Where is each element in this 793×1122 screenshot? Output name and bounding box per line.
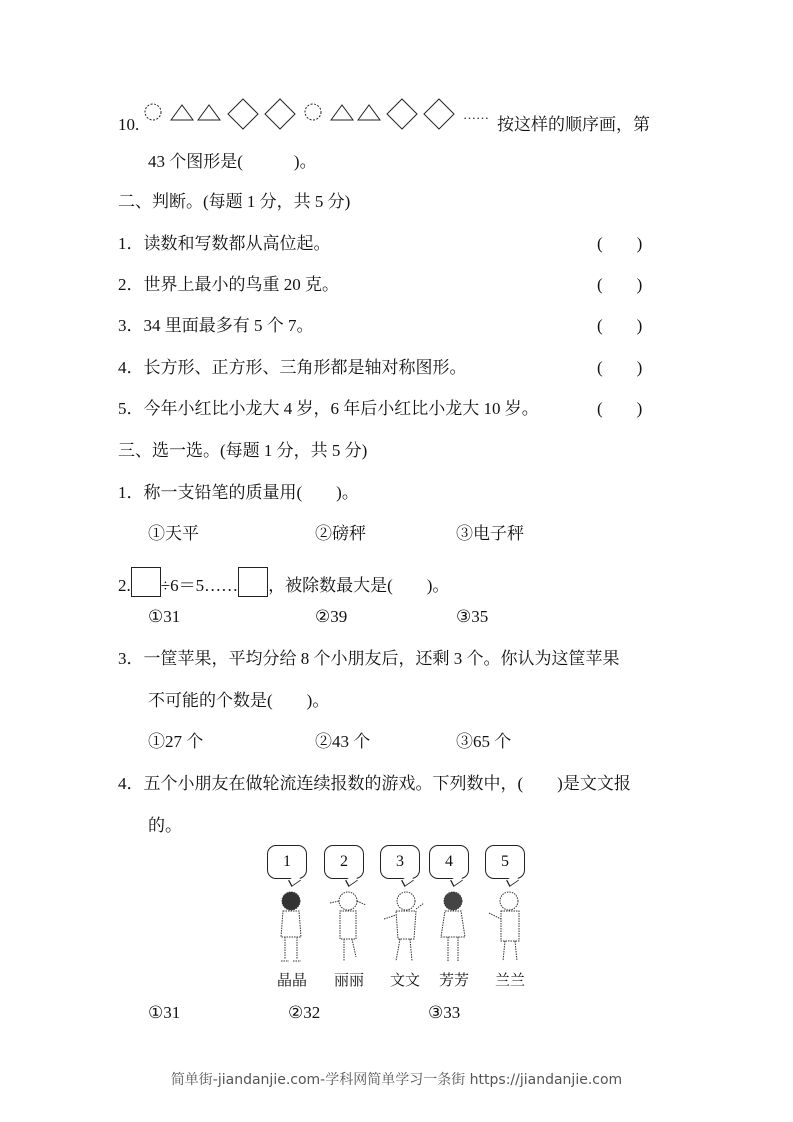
sequence-ellipsis: …… bbox=[463, 107, 489, 122]
child-figure-icon bbox=[382, 887, 426, 967]
diamond-shape-icon bbox=[265, 99, 295, 129]
diamond-shape-icon bbox=[228, 99, 258, 129]
judge-answer-5[interactable]: ( ) bbox=[597, 399, 643, 418]
kid-name: 丽丽 bbox=[333, 971, 364, 989]
judge-item-1: 1．读数和写数都从高位起。 bbox=[118, 234, 331, 253]
choice-q4-option-3[interactable]: ③33 bbox=[428, 1003, 461, 1022]
speech-bubble: 5 bbox=[485, 845, 525, 879]
triangle-shape-icon bbox=[171, 105, 193, 120]
choice-q1-option-2[interactable]: ②磅秤 bbox=[315, 524, 366, 543]
choice-q4-text-line2: 的。 bbox=[148, 816, 182, 835]
triangle-shape-icon bbox=[358, 105, 380, 120]
choice-q4-option-1[interactable]: ①31 bbox=[148, 1003, 181, 1022]
choice-q3-text-line2: 不可能的个数是( )。 bbox=[148, 691, 330, 710]
kid-2 bbox=[322, 845, 372, 990]
dividend-box[interactable] bbox=[131, 567, 161, 597]
judge-answer-4[interactable]: ( ) bbox=[597, 358, 643, 377]
choice-q1-text: 1．称一支铅笔的质量用( )。 bbox=[118, 483, 359, 502]
q10-number: 10. bbox=[118, 115, 140, 134]
page-footer-watermark: 简单街-jiandanjie.com-学科网简单学习一条街 https://jiandanjie.com bbox=[170, 1072, 623, 1088]
choice-q2-option-2[interactable]: ②39 bbox=[315, 607, 348, 626]
speech-bubble: 4 bbox=[429, 845, 469, 879]
choice-q2-option-3[interactable]: ③35 bbox=[456, 607, 489, 626]
section2-title: 二、判断。(每题 1 分，共 5 分) bbox=[118, 192, 351, 211]
child-figure-icon bbox=[326, 887, 370, 967]
child-figure-icon bbox=[487, 887, 531, 967]
speech-bubble: 1 bbox=[267, 845, 307, 879]
judge-item-4: 4．长方形、正方形、三角形都是轴对称图形。 bbox=[118, 358, 467, 377]
judge-item-3: 3．34 里面最多有 5 个 7。 bbox=[118, 316, 314, 335]
judge-answer-2[interactable]: ( ) bbox=[597, 275, 643, 294]
q10-text-line2: 43 个图形是( )。 bbox=[148, 152, 317, 171]
speech-bubble: 2 bbox=[324, 845, 364, 879]
remainder-box[interactable] bbox=[238, 567, 268, 597]
kid-4 bbox=[427, 845, 477, 990]
diamond-shape-icon bbox=[387, 99, 417, 129]
kid-3 bbox=[378, 845, 428, 990]
judge-item-2: 2．世界上最小的鸟重 20 克。 bbox=[118, 275, 339, 294]
shape-sequence bbox=[143, 98, 463, 134]
judge-answer-3[interactable]: ( ) bbox=[597, 316, 643, 335]
circle-shape-icon bbox=[305, 104, 321, 120]
kid-name: 芳芳 bbox=[438, 971, 469, 989]
child-figure-icon bbox=[431, 887, 475, 967]
choice-q3-option-3[interactable]: ③65 个 bbox=[456, 732, 512, 751]
choice-q2-mid: ÷6＝5…… bbox=[160, 576, 239, 595]
kid-1 bbox=[265, 845, 315, 990]
section3-title: 三、选一选。(每题 1 分，共 5 分) bbox=[118, 441, 368, 460]
circle-shape-icon bbox=[145, 104, 161, 120]
choice-q2-option-1[interactable]: ①31 bbox=[148, 607, 181, 626]
choice-q4-option-2[interactable]: ②32 bbox=[288, 1003, 321, 1022]
kid-5 bbox=[483, 845, 533, 990]
choice-q2-prefix: 2. bbox=[118, 576, 131, 595]
kid-name: 晶晶 bbox=[276, 971, 307, 989]
kid-name: 兰兰 bbox=[494, 971, 525, 989]
child-figure-icon bbox=[269, 887, 313, 967]
judge-item-5: 5．今年小红比小龙大 4 岁，6 年后小红比小龙大 10 岁。 bbox=[118, 399, 539, 418]
choice-q1-option-1[interactable]: ①天平 bbox=[148, 524, 199, 543]
choice-q4-text-line1: 4．五个小朋友在做轮流连续报数的游戏。下列数中，( )是文文报 bbox=[118, 774, 631, 793]
choice-q2-text bbox=[118, 567, 449, 597]
choice-q2-suffix: ，被除数最大是( )。 bbox=[268, 576, 450, 595]
choice-q3-text-line1: 3．一筐苹果，平均分给 8 个小朋友后，还剩 3 个。你认为这筐苹果 bbox=[118, 649, 620, 668]
triangle-shape-icon bbox=[331, 105, 353, 120]
choice-q3-option-2[interactable]: ②43 个 bbox=[315, 732, 371, 751]
choice-q1-option-3[interactable]: ③电子秤 bbox=[456, 524, 524, 543]
speech-bubble: 3 bbox=[380, 845, 420, 879]
kid-name: 文文 bbox=[389, 971, 420, 989]
diamond-shape-icon bbox=[424, 99, 454, 129]
judge-answer-1[interactable]: ( ) bbox=[597, 234, 643, 253]
triangle-shape-icon bbox=[198, 105, 220, 120]
choice-q3-option-1[interactable]: ①27 个 bbox=[148, 732, 204, 751]
q10-text-line1: 按这样的顺序画，第 bbox=[497, 115, 650, 134]
kids-illustration bbox=[265, 845, 535, 990]
